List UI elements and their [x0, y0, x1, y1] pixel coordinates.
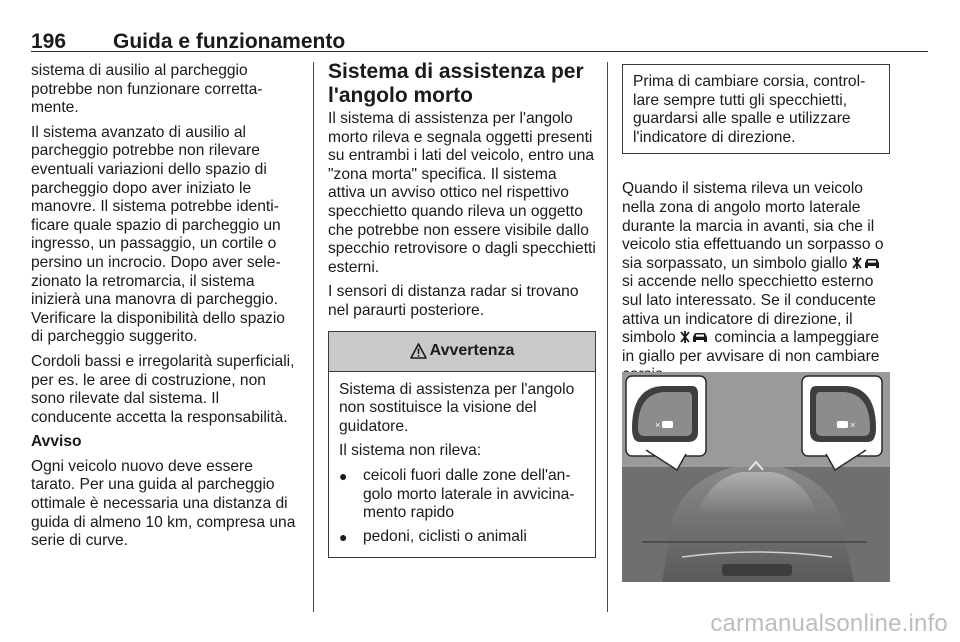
column-divider — [313, 62, 314, 612]
section-title: Sistema di assistenza per l'angolo morto — [328, 60, 584, 107]
blind-spot-symbol-icon — [680, 330, 710, 344]
paragraph: Il sistema avanzato di ausilio al parcheggio potrebbe non rilevare eventuali variazioni dello spazio di parcheggio dopo aver iniziato le manovre. Il sistema potrebbe identificare quale spazio di parcheggio un ingresso, un passaggio, un cortile o persino un incrocio. Dopo aver selezionato la retromarcia, il sistema inizierà una manovra di parcheggio. Verificare la disponibilità dello spazio di parcheggio suggerito. — [31, 123, 285, 346]
column-right — [622, 62, 890, 391]
car-mirror-illustration — [622, 372, 890, 582]
column-left — [31, 62, 299, 557]
warning-text: Il sistema non rileva: — [339, 442, 482, 460]
warning-triangle-icon — [410, 343, 427, 359]
paragraph: Il sistema di assistenza per l'angolo morto rileva e segnala oggetti presenti su entrambi i lati del veicolo, entro una "zona morta" specifica. Il sistema attiva un avviso ottico nel rispettivo specchietto quando rileva un oggetto che potrebbe non essere visibile dallo specchio retrovisore o dagli specchietti esterni. — [328, 110, 596, 276]
paragraph: I sensori di distanza radar si trovano nel paraurti posteriore. — [328, 283, 579, 319]
column-middle — [328, 62, 596, 558]
warning-text: Sistema di assistenza per l'angolo non sostituisce la visione del guidatore. — [339, 380, 575, 435]
list-item: ● ceicoli fuori dalle zone dell'angolo morto laterale in avvicinamento rapido — [339, 466, 575, 522]
paragraph: sistema di ausilio al parcheggio potrebbe non funzionare correttamente. — [31, 62, 263, 117]
bullet-icon: ● — [339, 467, 348, 484]
note-box: Prima di cambiare corsia, controllare sempre tutti gli specchietti, guardarsi alle spalle e utilizzare l'indicatore di direzione. — [622, 64, 890, 154]
blind-spot-symbol-icon — [852, 256, 882, 270]
chapter-title: Guida e funzionamento — [113, 30, 346, 53]
svg-text:×: × — [850, 420, 856, 430]
svg-text:×: × — [655, 420, 661, 430]
page-header — [31, 2, 928, 52]
watermark: carmanualsonline.info — [710, 610, 948, 637]
paragraph: Ogni veicolo nuovo deve essere tarato. Per una guida al parcheggio ottimale è necessaria una distanza di guida di almeno 10 km, compresa una serie di curve. — [31, 457, 296, 550]
avviso-label: Avviso — [31, 433, 82, 451]
list-item: ● pedoni, ciclisti o animali — [339, 527, 527, 545]
paragraph: Quando il sistema rileva un veicolo nella zona di angolo morto laterale durante la marcia in avanti, sia che il veicolo stia effettuando un sorpasso o sia sorpassato, un simbolo giallo si accende nello specchietto esterno sul lato interessato. Se il conducente attiva un indicatore di direzione, il simbolo comincia a lampeggiare in giallo per avvisare di non cambiare — [622, 180, 884, 365]
warning-box — [328, 331, 596, 559]
paragraph: Cordoli bassi e irregolarità superficiali, per es. le aree di costruzione, non sono rilevate dal sistema. Il conducente accetta la responsabilità. — [31, 352, 295, 426]
warning-header — [329, 332, 595, 372]
column-divider — [607, 62, 608, 612]
page-number: 196 — [31, 30, 67, 53]
warning-title: Avvertenza — [429, 341, 515, 359]
warning-body — [329, 372, 595, 558]
bullet-icon: ● — [339, 528, 348, 545]
